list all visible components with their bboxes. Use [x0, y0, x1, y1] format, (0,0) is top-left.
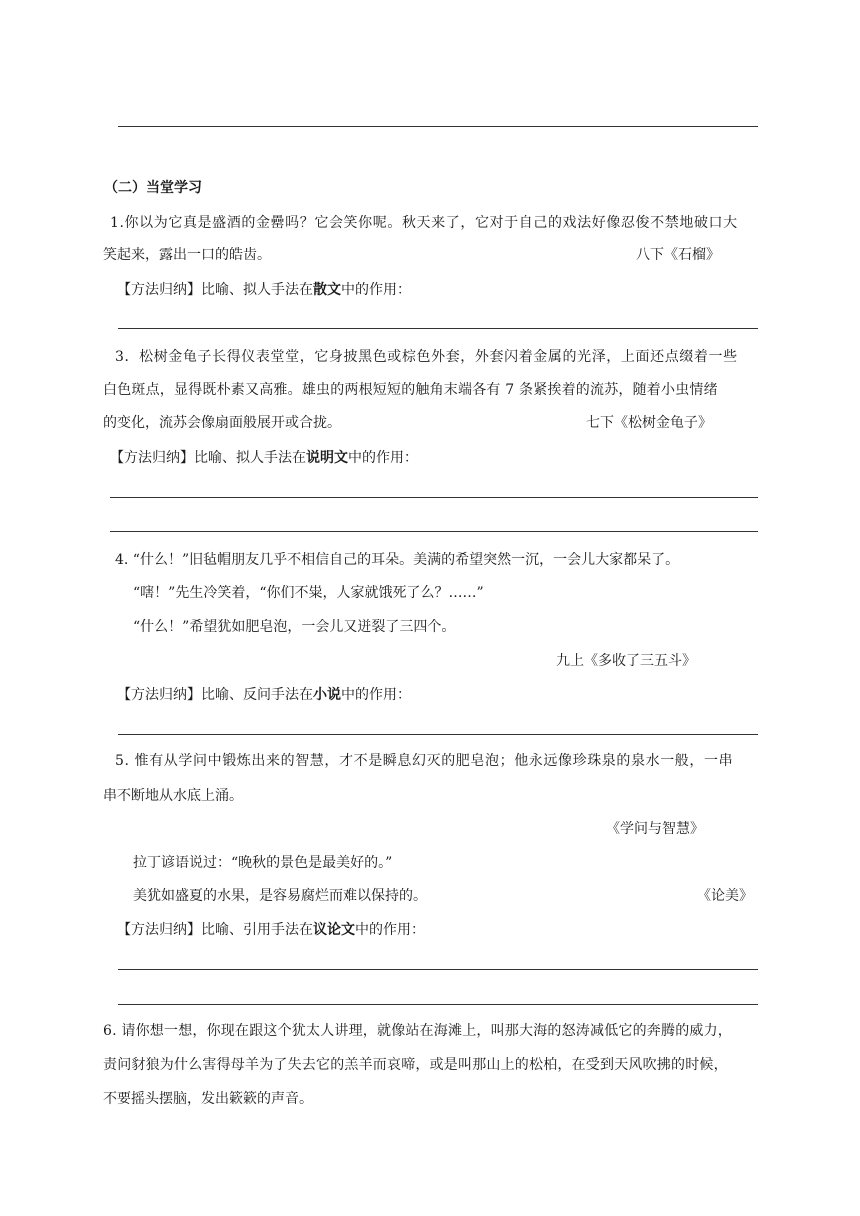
method-prefix: 【方法归纳】比喻、引用手法在: [117, 922, 313, 938]
method-genre: 议论文: [313, 922, 355, 938]
answer-line: [118, 1004, 758, 1005]
method-suffix: 中的作用：: [355, 922, 425, 938]
q3-line-1: 3．松树金龟子长得仪表堂堂，它身披黑色或棕色外套，外套闪着金属的光泽，上面还点缀着一些: [115, 349, 738, 365]
answer-line: [118, 126, 758, 127]
q4-method-label: [117, 685, 411, 705]
answer-line: [110, 497, 758, 498]
method-prefix: 【方法归纳】比喻、拟人手法在: [110, 450, 306, 466]
q5-source-2: 《论美》: [697, 888, 753, 904]
method-suffix: 中的作用：: [348, 450, 418, 466]
method-prefix: 【方法归纳】比喻、反问手法在: [117, 687, 313, 703]
method-genre: 小说: [313, 687, 341, 703]
q5-line-2: 串不断地从水底上涌。: [103, 788, 243, 804]
answer-line: [118, 969, 758, 970]
method-suffix: 中的作用：: [341, 282, 411, 298]
q1-line-1: 1.你以为它真是盛酒的金罍吗？它会笑你呢。秋天来了，它对于自己的戏法好像忍俊不禁地破口大: [110, 215, 738, 231]
method-prefix: 【方法归纳】比喻、拟人手法在: [117, 282, 313, 298]
q1-method-label: [117, 280, 411, 300]
answer-line: [110, 531, 758, 532]
q4-line-2: “嗐！”先生冷笑着，“你们不粜，人家就饿死了么？……”: [133, 585, 484, 601]
answer-line: [118, 734, 758, 735]
q5-line-4: 美犹如盛夏的水果，是容易腐烂而难以保持的。: [133, 888, 427, 904]
q6-line-1: 6. 请你想一想，你现在跟这个犹太人讲理，就像站在海滩上，叫那大海的怒涛减低它的奔腾的威力，: [103, 1023, 733, 1039]
q3-line-3: 的变化，流苏会像扇面般展开或合拢。: [103, 415, 341, 431]
q5-source-1: 《学问与智慧》: [606, 821, 704, 837]
q5-method-label: [117, 920, 425, 940]
method-genre: 说明文: [306, 450, 348, 466]
q4-line-3: “什么！”希望犹如肥皂泡，一会儿又迸裂了三四个。: [133, 619, 456, 635]
method-suffix: 中的作用：: [341, 687, 411, 703]
q3-line-2: 白色斑点，显得既朴素又高雅。雄虫的两根短短的触角末端各有 7 条紧挨着的流苏，随着小虫情绪: [103, 382, 718, 398]
q6-line-3: 不要摇头摆脑，发出簌簌的声音。: [103, 1091, 313, 1107]
q5-line-3: 拉丁谚语说过：“晚秋的景色是最美好的。”: [133, 855, 393, 871]
section-title: （二）当堂学习: [104, 180, 202, 196]
method-genre: 散文: [313, 282, 341, 298]
q4-source: 九上《多收了三五斗》: [556, 653, 696, 669]
q5-line-1: 5. 惟有从学问中锻炼出来的智慧，才不是瞬息幻灭的肥皂泡；他永远像珍珠泉的泉水一般，一串: [115, 753, 734, 769]
q3-method-label: [110, 448, 418, 468]
q1-line-2: 笑起来，露出一口的皓齿。: [103, 247, 271, 263]
q1-source: 八下《石榴》: [636, 247, 720, 263]
q4-line-1: 4. “什么！”旧毡帽朋友几乎不相信自己的耳朵。美满的希望突然一沉，一会儿大家都呆了。: [115, 552, 680, 568]
q3-source: 七下《松树金龟子》: [586, 415, 712, 431]
q6-line-2: 责问豺狼为什么害得母羊为了失去它的羔羊而哀啼，或是叫那山上的松柏，在受到天风吹拂的时候，: [103, 1057, 728, 1073]
answer-line: [118, 328, 758, 329]
